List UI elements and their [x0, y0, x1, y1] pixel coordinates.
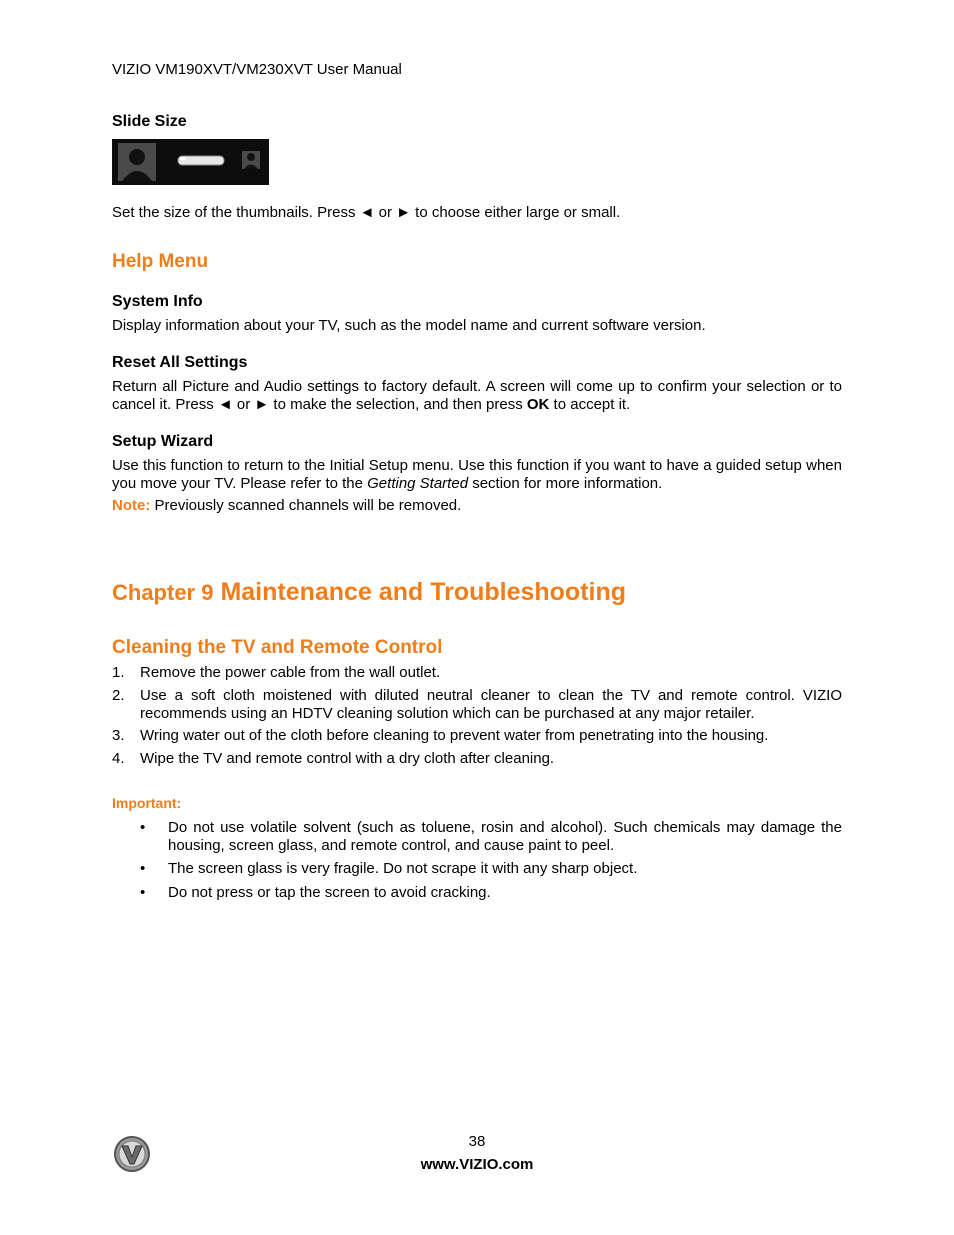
list-item-text: Use a soft cloth moistened with diluted neutral cleaner to clean the TV and remote control. VIZIO recommends using an HDTV cleaning solution which can be purchased at any major retailer. [140, 687, 842, 722]
system-info-heading: System Info [112, 293, 203, 310]
list-item [112, 727, 842, 745]
chapter-title [112, 578, 626, 607]
slide-size-widget [112, 139, 269, 185]
list-item-number: 4. [112, 750, 125, 767]
setup-wizard-heading: Setup Wizard [112, 433, 214, 450]
reset-text-part-a: Return all Picture and Audio settings to factory default. A screen will come up to confirm your selection or to cancel it. Press ◄ or ► to make the selection, and then press [112, 378, 842, 413]
list-item-number: 1. [112, 664, 125, 681]
bullet-text: Do not use volatile solvent (such as toluene, rosin and alcohol). Such chemicals may damage the housing, screen glass, and remote control, and cause paint to peel. [168, 819, 842, 854]
slide-size-graphic [112, 139, 269, 185]
bullet-text: The screen glass is very fragile. Do not scrape it with any sharp object. [168, 860, 638, 877]
list-item [112, 664, 842, 682]
setup-text-part-a: Use this function to return to the Initial Setup menu. Use this function if you want to have a guided setup when you move your TV. Please refer to the [112, 457, 842, 492]
page-number: 38 [468, 1133, 486, 1150]
chapter-name: Maintenance and Troubleshooting [220, 578, 627, 606]
bullet-icon: • [140, 884, 146, 901]
slide-size-description: Set the size of the thumbnails. Press ◄ or ► to choose either large or small. [112, 204, 621, 221]
setup-text-part-b: section for more information. [468, 475, 663, 492]
list-item [112, 750, 842, 768]
list-item-number: 3. [112, 727, 125, 744]
bullet-item [140, 819, 842, 855]
bullet-text: Do not press or tap the screen to avoid cracking. [168, 884, 491, 901]
list-item [112, 687, 842, 723]
important-label: Important: [112, 795, 182, 811]
setup-wizard-text [112, 457, 842, 493]
list-item-number: 2. [112, 687, 125, 704]
slide-size-heading: Slide Size [112, 113, 187, 130]
document-header: VIZIO VM190XVT/VM230XVT User Manual [112, 61, 402, 78]
setup-wizard-note [112, 497, 842, 515]
list-item-text: Wipe the TV and remote control with a dry cloth after cleaning. [140, 750, 555, 767]
getting-started-reference: Getting Started [367, 475, 469, 492]
reset-text-part-b: to accept it. [549, 396, 631, 413]
help-menu-heading: Help Menu [112, 251, 209, 272]
bullet-icon: • [140, 819, 146, 836]
list-item-text: Remove the power cable from the wall outlet. [140, 664, 441, 681]
bullet-item [140, 860, 842, 878]
footer-url: www.VIZIO.com [420, 1156, 534, 1173]
cleaning-heading: Cleaning the TV and Remote Control [112, 637, 443, 658]
reset-all-heading: Reset All Settings [112, 354, 248, 371]
note-label: Note: [112, 497, 151, 514]
chapter-label: Chapter 9 [112, 580, 214, 605]
reset-all-text [112, 378, 842, 414]
list-item-text: Wring water out of the cloth before cleaning to prevent water from penetrating into the housing. [140, 727, 769, 744]
system-info-text: Display information about your TV, such as the model name and current software version. [112, 317, 706, 334]
note-text: Previously scanned channels will be removed. [150, 497, 462, 514]
ok-key-label: OK [526, 396, 550, 413]
bullet-item [140, 884, 842, 902]
bullet-icon: • [140, 860, 146, 877]
